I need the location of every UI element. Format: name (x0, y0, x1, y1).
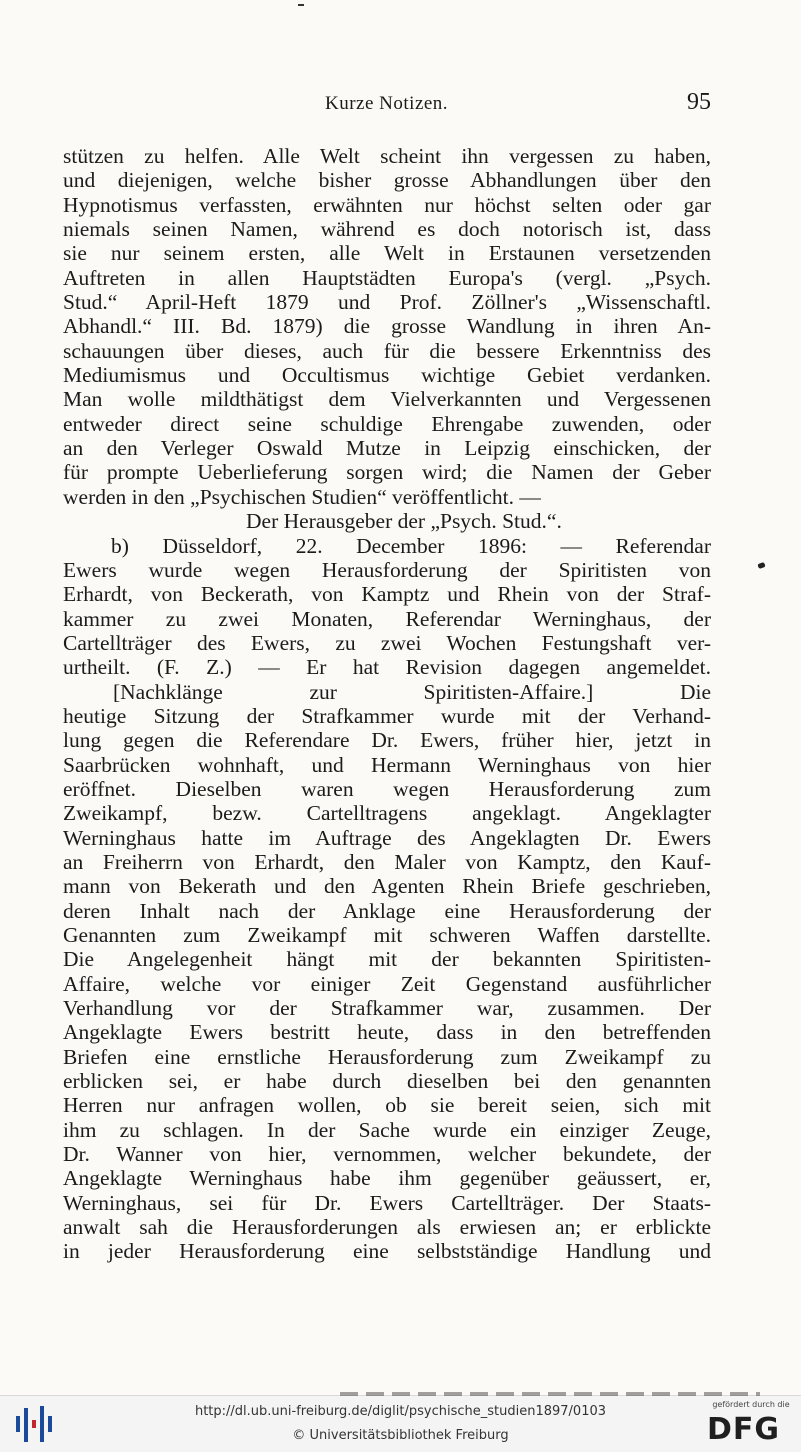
text-line: Die Angelegenheit hängt mit der bekannten Spiritisten- (63, 947, 711, 972)
text-line: mann von Bekerath und den Agenten Rhein Briefe geschrieben, (63, 874, 711, 899)
text-line: [Nachklänge zur Spiritisten-Affaire.] Die (113, 679, 711, 704)
text-line: in jeder Herausforderung eine selbstständige Handlung und (63, 1239, 711, 1264)
copyright-note: © Universitätsbibliothek Freiburg (292, 1428, 509, 1443)
text-line: urtheilt. (F. Z.) — Er hat Revision dagegen angemeldet. (63, 655, 711, 680)
text-line: kammer zu zwei Monaten, Referendar Werninghaus, der (63, 606, 711, 631)
text-line: Briefen eine ernstliche Herausforderung zum Zweikampf zu (63, 1044, 711, 1069)
text-line: Genannten zum Zweikampf mit schweren Waffen darstellte. (63, 923, 711, 947)
running-title: Kurze Notizen. (325, 93, 449, 114)
text-line: Stud.“ April-Heft 1879 und Prof. Zöllner's „Wissenschaftl. (63, 290, 711, 315)
text-line: schauungen über dieses, auch für die bessere Erkenntniss des (63, 338, 711, 363)
text-line: an Freiherrn von Erhardt, den Maler von Kamptz, den Kauf- (63, 849, 711, 874)
text-line: Werninghaus hatte im Auftrage des Angeklagten Dr. Ewers (63, 825, 711, 850)
text-line: heutige Sitzung der Strafkammer wurde mit der Verhand- (63, 703, 711, 728)
text-line: entweder direct seine schuldige Ehrengabe zuwenden, oder (63, 411, 711, 436)
text-line: erblicken sei, er habe durch dieselben bei den genannten (63, 1069, 711, 1094)
text-line: eröffnet. Dieselben waren wegen Herausforderung zum (63, 776, 711, 801)
text-line: an den Verleger Oswald Mutze in Leipzig einschicken, der (63, 436, 711, 461)
text-line: Werninghaus, sei für Dr. Ewers Cartellträger. Der Staats- (63, 1190, 711, 1215)
margin-mark (757, 562, 765, 569)
scan-mark (298, 4, 304, 6)
text-line: Cartellträger des Ewers, zu zwei Wochen Festungshaft ver- (63, 630, 711, 655)
dfg-wordmark: DFG (707, 1412, 781, 1447)
text-line: sie nur seinem ersten, alle Welt in Erstaunen versetzenden (63, 241, 711, 266)
text-line: und diejenigen, welche bisher grosse Abhandlungen über den (63, 168, 711, 193)
page-header (60, 89, 711, 123)
text-line: stützen zu helfen. Alle Welt scheint ihn vergessen zu haben, (63, 144, 711, 168)
text-body (63, 144, 711, 1264)
text-line: Abhandl.“ III. Bd. 1879) die grosse Wandlung in ihren An- (63, 314, 711, 339)
text-line: Mediumismus und Occultismus wichtige Gebiet verdanken. (63, 363, 711, 388)
text-line: Herren nur anfragen wollen, ob sie bereit seien, sich mit (63, 1093, 711, 1118)
permalink[interactable]: http://dl.ub.uni-freiburg.de/diglit/psychische_studien1897/0103 (194, 1404, 607, 1419)
text-line: Erhardt, von Beckerath, von Kamptz und Rhein von der Straf- (63, 582, 711, 607)
text-line: ihm zu schlagen. In der Sache wurde ein einziger Zeuge, (63, 1117, 711, 1142)
dfg-caption: gefördert durch die (712, 1400, 790, 1409)
text-line: Zweikampf, bezw. Cartelltragens angeklagt. Angeklagter (63, 801, 711, 826)
text-line: werden in den „Psychischen Studien“ veröffentlicht. — (63, 484, 541, 509)
text-line: Verhandlung vor der Strafkammer war, zusammen. Der (63, 996, 711, 1021)
viewer-footer (0, 1395, 801, 1452)
text-line: b) Düsseldorf, 22. December 1896: — Referendar (111, 533, 711, 558)
text-line: Hypnotismus verfassten, erwähnten nur höchst selten oder gar (63, 192, 711, 217)
signature-line: Der Herausgeber der „Psych. Stud.“. (246, 509, 562, 534)
text-line: anwalt sah die Herausforderungen als erwiesen an; er erblickte (63, 1215, 711, 1240)
next-page-scrap (340, 1392, 760, 1396)
text-line: Angeklagte Werninghaus habe ihm gegenüber geäussert, er, (63, 1166, 711, 1191)
text-line: niemals seinen Namen, während es doch notorisch ist, dass (63, 217, 711, 242)
text-line: Affaire, welche vor einiger Zeit Gegenstand ausführlicher (63, 971, 711, 996)
text-line: Dr. Wanner von hier, vernommen, welcher bekundete, der (63, 1142, 711, 1167)
text-line: Saarbrücken wohnhaft, und Hermann Werninghaus von hier (63, 752, 711, 777)
text-line: lung gegen die Referendare Dr. Ewers, früher hier, jetzt in (63, 728, 711, 753)
text-line: Man wolle mildthätigst dem Vielverkannten und Vergessenen (63, 387, 711, 412)
page-number: 95 (687, 89, 711, 115)
text-line: Auftreten in allen Hauptstädten Europa's (vergl. „Psych. (63, 265, 711, 290)
text-line: Angeklagte Ewers bestritt heute, dass in den betreffenden (63, 1020, 711, 1045)
text-line: Ewers wurde wegen Herausforderung der Spiritisten von (63, 557, 711, 582)
dfg-logo (705, 1400, 797, 1448)
text-line: deren Inhalt nach der Anklage eine Herausforderung der (63, 898, 711, 923)
text-line: für prompte Ueberlieferung sorgen wird; die Namen der Geber (63, 460, 711, 485)
